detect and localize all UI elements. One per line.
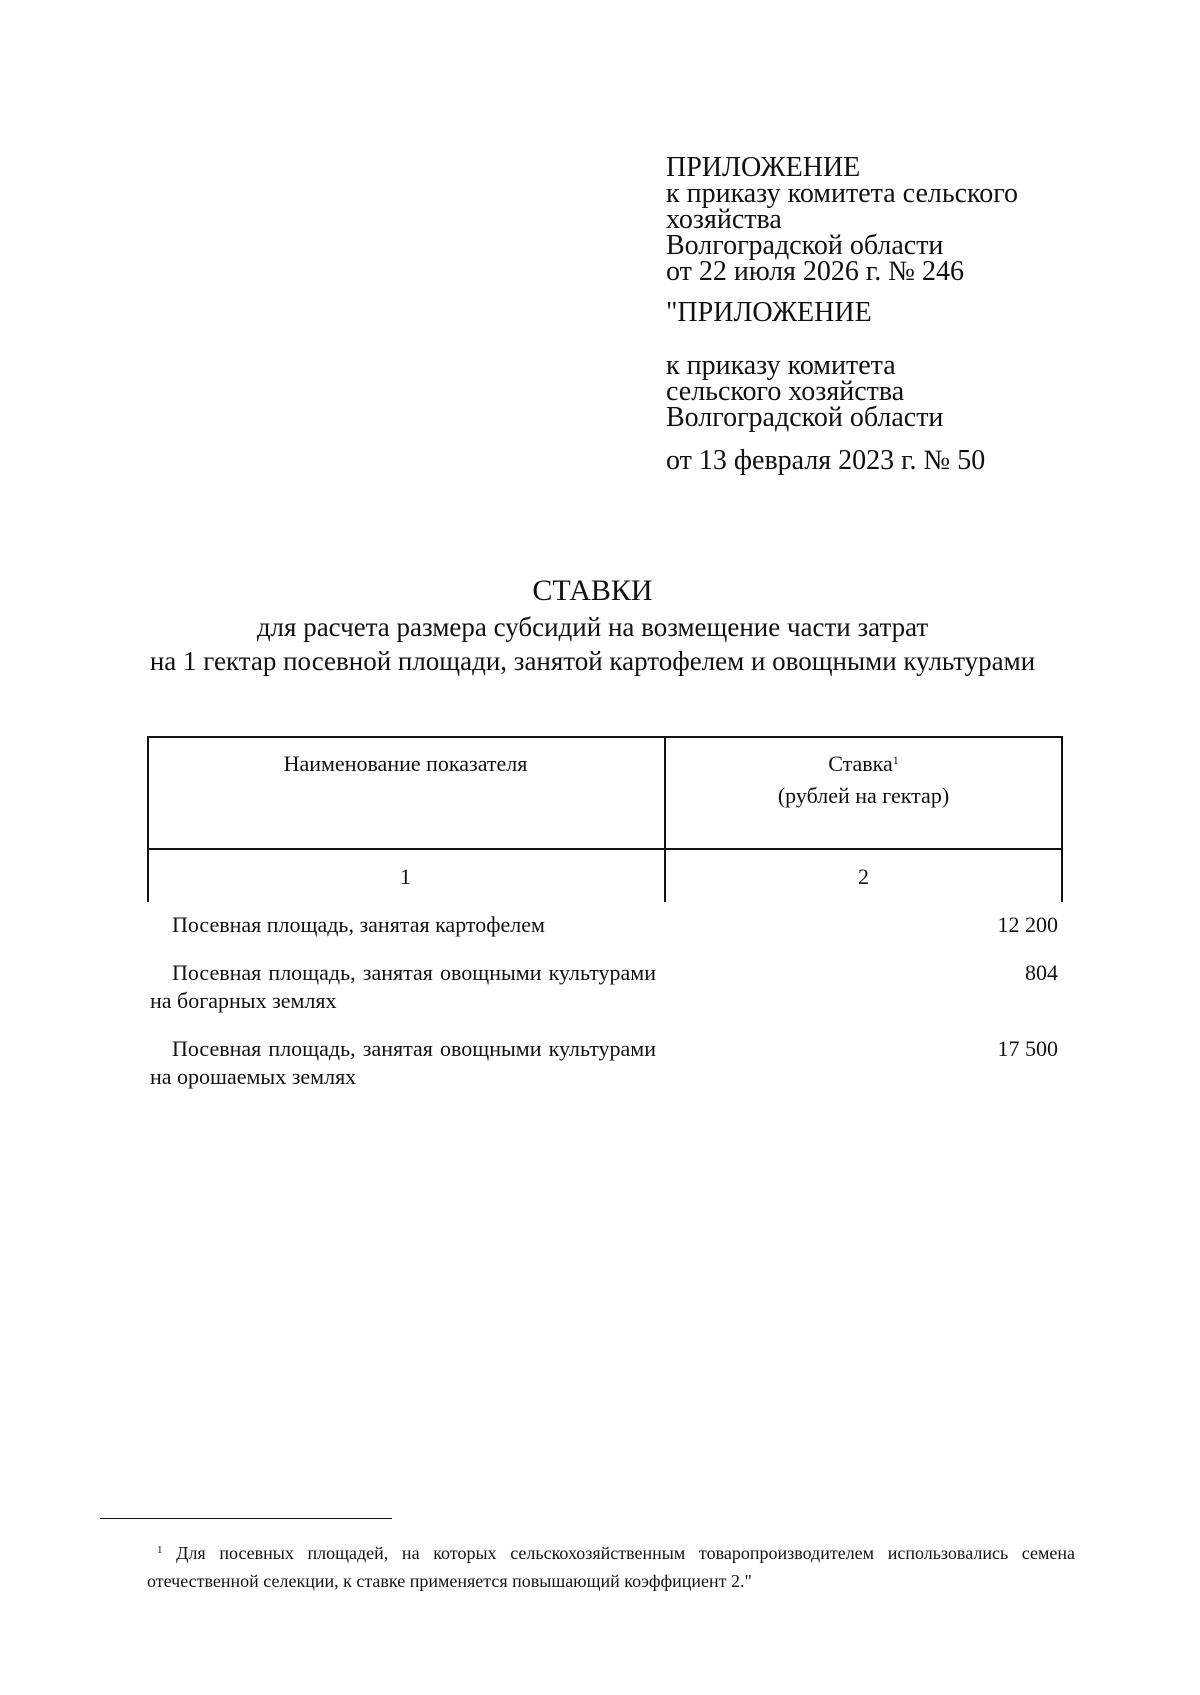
appendix-date: от 22 июля 2026 г. № 246 bbox=[666, 256, 964, 287]
column-number: 1 bbox=[400, 864, 411, 889]
document-subtitle-line: на 1 гектар посевной площади, занятой картофелем и овощными культурами bbox=[149, 646, 1036, 676]
table-row-name: Посевная площадь, занятая картофелем bbox=[172, 912, 545, 937]
table-border-top bbox=[147, 736, 1063, 738]
appendix-line: Волгоградской области bbox=[666, 230, 944, 261]
table-row-value: 17 500 bbox=[997, 1036, 1058, 1061]
column-number: 2 bbox=[858, 864, 869, 889]
footnote-text: Для посевных площадей, на которых сельскохозяйственным товаропроизводителем использовались семена отечественной селекции, к ставке применяется повышающий коэффициент 2." bbox=[147, 1543, 1076, 1591]
table-row-value: 804 bbox=[1025, 960, 1058, 985]
footnote bbox=[147, 1539, 1075, 1595]
footnote-marker: 1 bbox=[892, 753, 899, 767]
document-subtitle-line: для расчета размера субсидий на возмещение части затрат bbox=[256, 612, 929, 642]
footnote-number: 1 bbox=[157, 1544, 163, 1556]
rates-table-header bbox=[147, 736, 1063, 904]
original-appendix-line: сельского хозяйства bbox=[666, 376, 905, 407]
table-border-middle bbox=[147, 848, 1063, 850]
original-appendix-date: от 13 февраля 2023 г. № 50 bbox=[666, 445, 986, 476]
appendix-header bbox=[666, 152, 1019, 287]
document-title: СТАВКИ bbox=[532, 574, 653, 607]
appendix-line: к приказу комитета сельского bbox=[666, 178, 1019, 209]
original-appendix-body bbox=[666, 350, 944, 433]
original-appendix-line: к приказу комитета bbox=[666, 350, 896, 381]
column-header-rate bbox=[664, 748, 1063, 812]
table-row-name: Посевная площадь, занятая овощными культурами на орошаемых землях bbox=[150, 1036, 656, 1089]
appendix-title: ПРИЛОЖЕНИЕ bbox=[666, 152, 861, 183]
column-header-rate-label: Ставка bbox=[828, 751, 893, 776]
appendix-line: хозяйства bbox=[666, 204, 782, 235]
table-row-value: 12 200 bbox=[997, 912, 1058, 937]
footnote-separator bbox=[100, 1518, 392, 1519]
column-header-rate-unit: (рублей на гектар) bbox=[777, 783, 950, 808]
original-appendix-line: Волгоградской области bbox=[666, 402, 944, 433]
column-header-indicator: Наименование показателя bbox=[283, 751, 528, 776]
original-appendix-title: "ПРИЛОЖЕНИЕ bbox=[666, 297, 872, 328]
table-row-name: Посевная площадь, занятая овощными культурами на богарных землях bbox=[150, 960, 656, 1013]
